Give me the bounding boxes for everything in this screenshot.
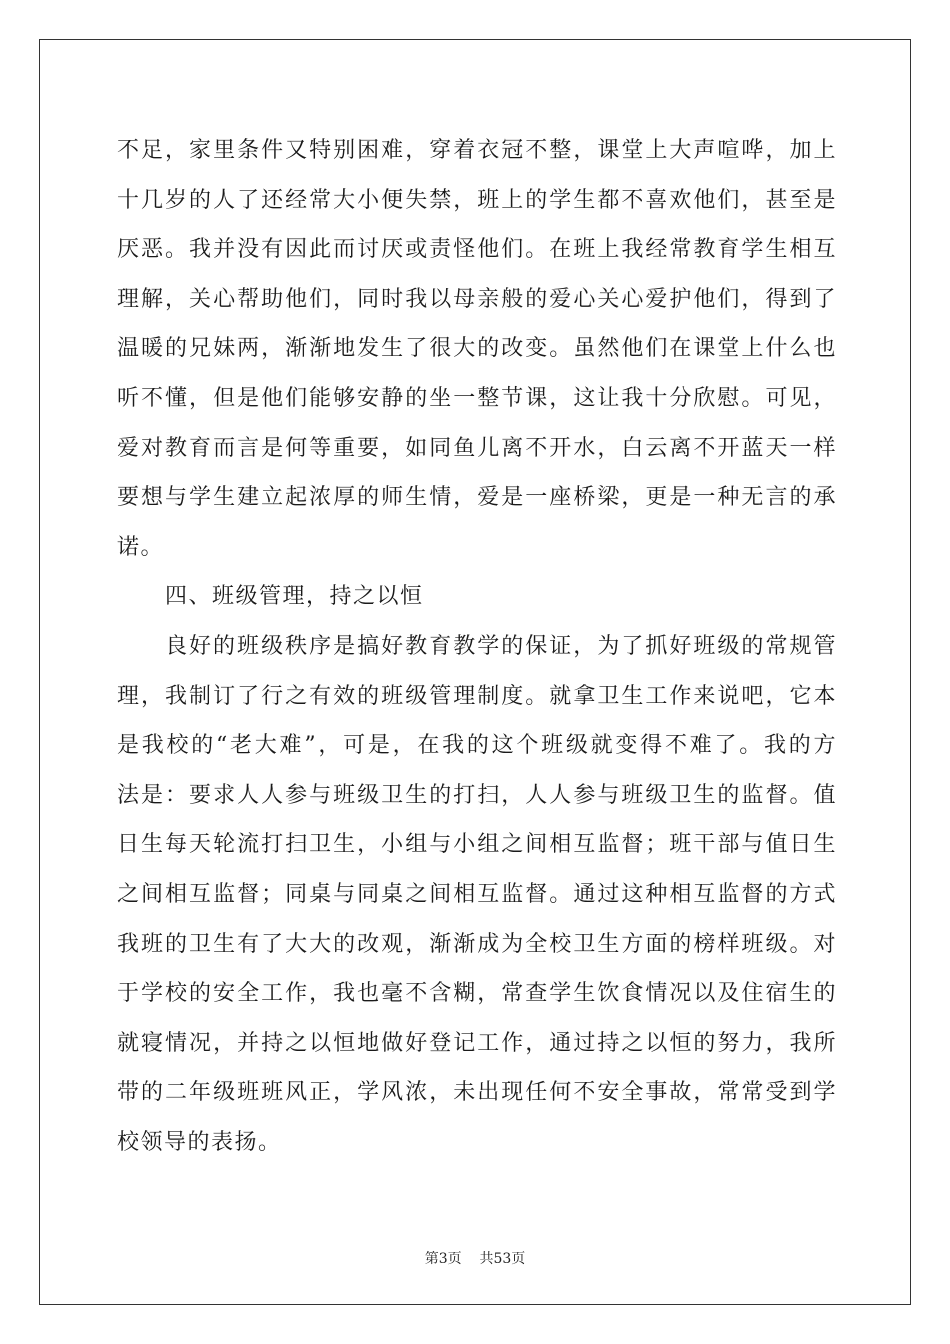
text-line: 校领导的表扬。 [117, 1129, 282, 1155]
text-line: 日生每天轮流打扫卫生，小组与小组之间相互监督；班干部与值日生 [117, 832, 837, 858]
text-line: 听不懂，但是他们能够安静的坐一整节课，这让我十分欣慰。可见， [117, 385, 837, 411]
text-line: 就寝情况，并持之以恒地做好登记工作，通过持之以恒的努力，我所 [117, 1030, 837, 1056]
page-number: 第3页 [424, 1251, 462, 1267]
text-line: 理，我制订了行之有效的班级管理制度。就拿卫生工作来说吧，它本 [117, 683, 837, 709]
page-total: 共53页 [479, 1251, 526, 1267]
text-line: 带的二年级班班风正，学风浓，未出现任何不安全事故，常常受到学 [117, 1080, 837, 1106]
footer-spacer [462, 1251, 480, 1267]
text-line: 温暖的兄妹两，渐渐地发生了很大的改变。虽然他们在课堂上什么也 [117, 336, 837, 362]
text-line: 要想与学生建立起浓厚的师生情，爱是一座桥梁，更是一种无言的承 [117, 485, 837, 511]
text-line: 厌恶。我并没有因此而讨厌或责怪他们。在班上我经常教育学生相互 [117, 237, 837, 263]
text-line: 之间相互监督；同桌与同桌之间相互监督。通过这种相互监督的方式 [117, 881, 837, 907]
text-line: 爱对教育而言是何等重要，如同鱼儿离不开水，白云离不开蓝天一样 [117, 435, 837, 461]
page-footer [0, 1248, 950, 1268]
text-line: 理解，关心帮助他们，同时我以母亲般的爱心关心爱护他们，得到了 [117, 286, 837, 312]
text-line: 四、班级管理，持之以恒 [165, 584, 424, 610]
text-line: 诺。 [117, 534, 165, 560]
text-line: 我班的卫生有了大大的改观，渐渐成为全校卫生方面的榜样班级。对 [117, 931, 837, 957]
text-line: 法是：要求人人参与班级卫生的打扫，人人参与班级卫生的监督。值 [117, 782, 837, 808]
text-line: 是我校的“老大难”，可是，在我的这个班级就变得不难了。我的方 [117, 733, 837, 759]
text-line: 不足，家里条件又特别困难，穿着衣冠不整，课堂上大声喧哗，加上 [117, 138, 837, 163]
text-line: 十几岁的人了还经常大小便失禁，班上的学生都不喜欢他们，甚至是 [117, 187, 837, 213]
text-line: 良好的班级秩序是搞好教育教学的保证，为了抓好班级的常规管 [165, 633, 837, 659]
document-body [117, 126, 837, 1167]
text-line: 于学校的安全工作，我也毫不含糊，常查学生饮食情况以及住宿生的 [117, 981, 837, 1007]
